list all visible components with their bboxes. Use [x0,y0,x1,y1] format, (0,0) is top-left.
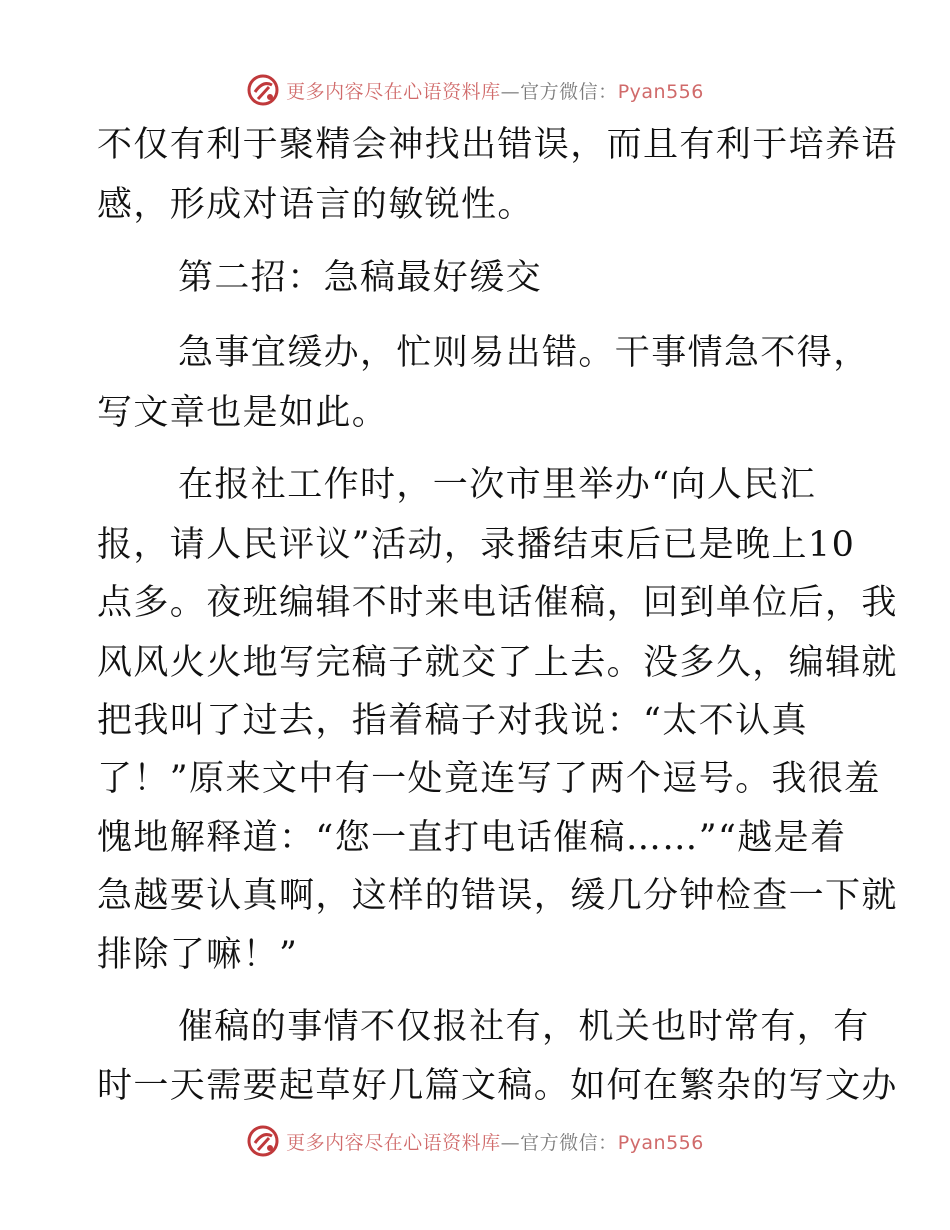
watermark-wechat-id: Pyan556 [617,80,704,103]
text-line: 急越要认真啊，这样的错误，缓几分钟检查一下就 [97,876,898,916]
text-line: 风风火火地写完稿子就交了上去。没多久，编辑就 [97,643,898,683]
logo-icon [246,73,280,107]
watermark-dash: — [500,80,521,103]
section-heading: 第二招：急稿最好缓交 [178,258,543,298]
watermark-main-text: 更多内容尽在心语资料库 [286,80,501,103]
watermark-dash: — [500,1131,521,1154]
text-line: 感，形成对语言的敏锐性。 [97,185,534,225]
watermark-official-label: 官方微信： [520,1131,618,1154]
text-line: 愧地解释道：“您一直打电话催稿……”“越是着 [97,818,847,858]
logo-icon [246,1124,280,1158]
watermark-official-label: 官方微信： [520,80,618,103]
watermark-wechat-id: Pyan556 [617,1131,704,1154]
text-line: 把我叫了过去，指着稿子对我说：“太不认真 [97,701,808,741]
text-line: 了！”原来文中有一处竟连写了两个逗号。我很羞 [97,759,881,799]
text-line: 写文章也是如此。 [97,393,389,433]
watermark-footer [0,1121,950,1161]
text-line: 催稿的事情不仅报社有，机关也时常有，有 [178,1007,870,1047]
text-line: 急事宜缓办，忙则易出错。干事情急不得， [178,333,870,373]
text-line: 点多。夜班编辑不时来电话催稿，回到单位后，我 [97,583,898,623]
watermark-main-text: 更多内容尽在心语资料库 [286,1131,501,1154]
text-line: 不仅有利于聚精会神找出错误，而且有利于培养语 [97,125,898,165]
text-line: 排除了嘛！” [97,935,299,975]
text-line: 在报社工作时，一次市里举办“向人民汇 [178,465,817,505]
text-line: 时一天需要起草好几篇文稿。如何在繁杂的写文办 [97,1066,898,1106]
text-line: 报，请人民评议”活动，录播结束后已是晚上10 [97,525,856,565]
watermark-header [0,70,950,110]
